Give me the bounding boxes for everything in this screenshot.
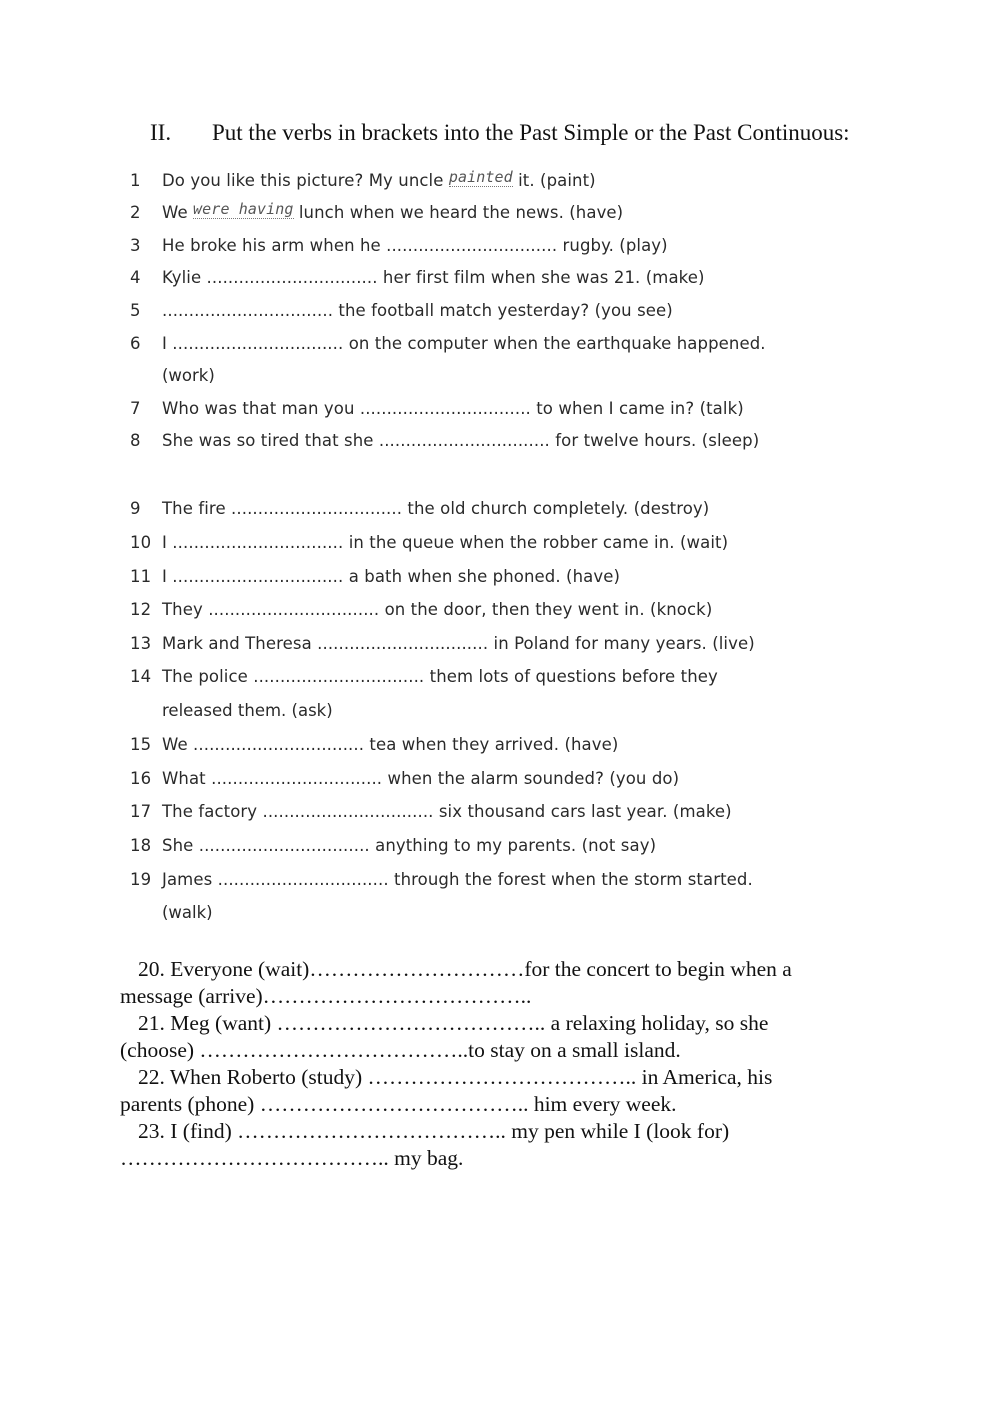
extra-item-22-line-1: 22. When Roberto (study) ……………………………….. in America, his [138,1065,773,1089]
item-19-continuation: (walk) [162,903,213,922]
item-number: 14 [130,667,152,686]
exercise-item-1 [130,168,830,190]
item-number: 12 [130,600,152,619]
item-text: ................................ the football match yesterday? (you see) [162,301,673,320]
exercise-item-19 [130,870,830,889]
item-text: I ................................ a bath when she phoned. (have) [162,567,621,586]
item-number: 7 [130,399,141,418]
item-number: 13 [130,634,152,653]
item-number: 16 [130,769,152,788]
exercise-item-8 [130,431,830,450]
instruction-text: Put the verbs in brackets into the Past Simple or the Past Continuous: [212,120,850,145]
item-number: 6 [130,334,141,353]
item-text: Who was that man you ................................ to when I came in? (talk) [162,399,744,418]
extra-item-23-line-2: ……………………………….. my bag. [120,1146,464,1170]
exercise-item-7 [130,399,830,418]
item-number: 17 [130,802,152,821]
exercise-item-18 [130,836,830,855]
item-text: She ................................ anything to my parents. (not say) [162,836,657,855]
exercise-item-11 [130,567,830,586]
item-number: 1 [130,171,141,190]
item-number: 10 [130,533,152,552]
item-number: 3 [130,236,141,255]
item-text: I ................................ on the computer when the earthquake happened. [162,334,766,353]
item-number: 5 [130,301,141,320]
section-number: II. [150,120,172,145]
extra-item-22-line-2: parents (phone) ……………………………….. him every week. [120,1092,677,1116]
extra-item-21-line-2: (choose) ………………………………..to stay on a small island. [120,1038,681,1062]
item-text: James ................................ through the forest when the storm started. [162,870,753,889]
item-number: 2 [130,203,141,222]
item-number: 19 [130,870,152,889]
item-text: He broke his arm when he ................................ rugby. (play) [162,236,668,255]
exercise-item-6 [130,334,830,353]
exercise-item-14 [130,667,830,686]
item-text: Kylie ................................ her first film when she was 21. (make) [162,268,705,287]
extra-item-20-line-1: 20. Everyone (wait)…………………………for the concert to begin when a [138,957,792,981]
exercise-item-2 [130,200,830,222]
extra-item-23-line-1: 23. I (find) ……………………………….. my pen while I (look for) [138,1119,730,1143]
exercise-item-4 [130,268,830,287]
exercise-item-17 [130,802,830,821]
item-text: I ................................ in the queue when the robber came in. (wait) [162,533,729,552]
item-text: We [162,203,194,222]
item-text: She was so tired that she ................................ for twelve hours. (sleep) [162,431,760,450]
item-number: 11 [130,567,152,586]
exercise-heading [150,120,930,146]
exercise-item-12 [130,600,830,619]
handwritten-answer: were having [193,200,294,218]
exercise-item-9 [130,499,830,518]
item-number: 9 [130,499,141,518]
extra-item-20-line-2: message (arrive)……………………………….. [120,984,532,1008]
item-text: The fire ................................ the old church completely. (destroy) [162,499,710,518]
item-text: We ................................ tea when they arrived. (have) [162,735,619,754]
exercise-item-13 [130,634,830,653]
exercise-item-5 [130,301,830,320]
item-number: 15 [130,735,152,754]
exercise-item-15 [130,735,830,754]
exercise-item-3 [130,236,830,255]
item-text: Mark and Theresa ................................ in Poland for many years. (live) [162,634,755,653]
item-number: 18 [130,836,152,855]
item-text: What ................................ when the alarm sounded? (you do) [162,769,680,788]
item-text: it. (paint) [512,171,596,190]
exercise-item-10 [130,533,830,552]
exercise-item-16 [130,769,830,788]
extra-item-21-line-1: 21. Meg (want) ……………………………….. a relaxing holiday, so she [138,1011,769,1035]
item-text: lunch when we heard the news. (have) [293,203,624,222]
handwritten-answer: painted [448,168,513,186]
item-text: Do you like this picture? My uncle [162,171,449,190]
item-6-continuation: (work) [162,366,215,385]
item-number: 8 [130,431,141,450]
item-14-continuation: released them. (ask) [162,701,333,720]
item-text: The police ................................ them lots of questions before they [162,667,718,686]
item-text: The factory ................................ six thousand cars last year. (make) [162,802,732,821]
item-text: They ................................ on the door, then they went in. (knock) [162,600,713,619]
item-number: 4 [130,268,141,287]
